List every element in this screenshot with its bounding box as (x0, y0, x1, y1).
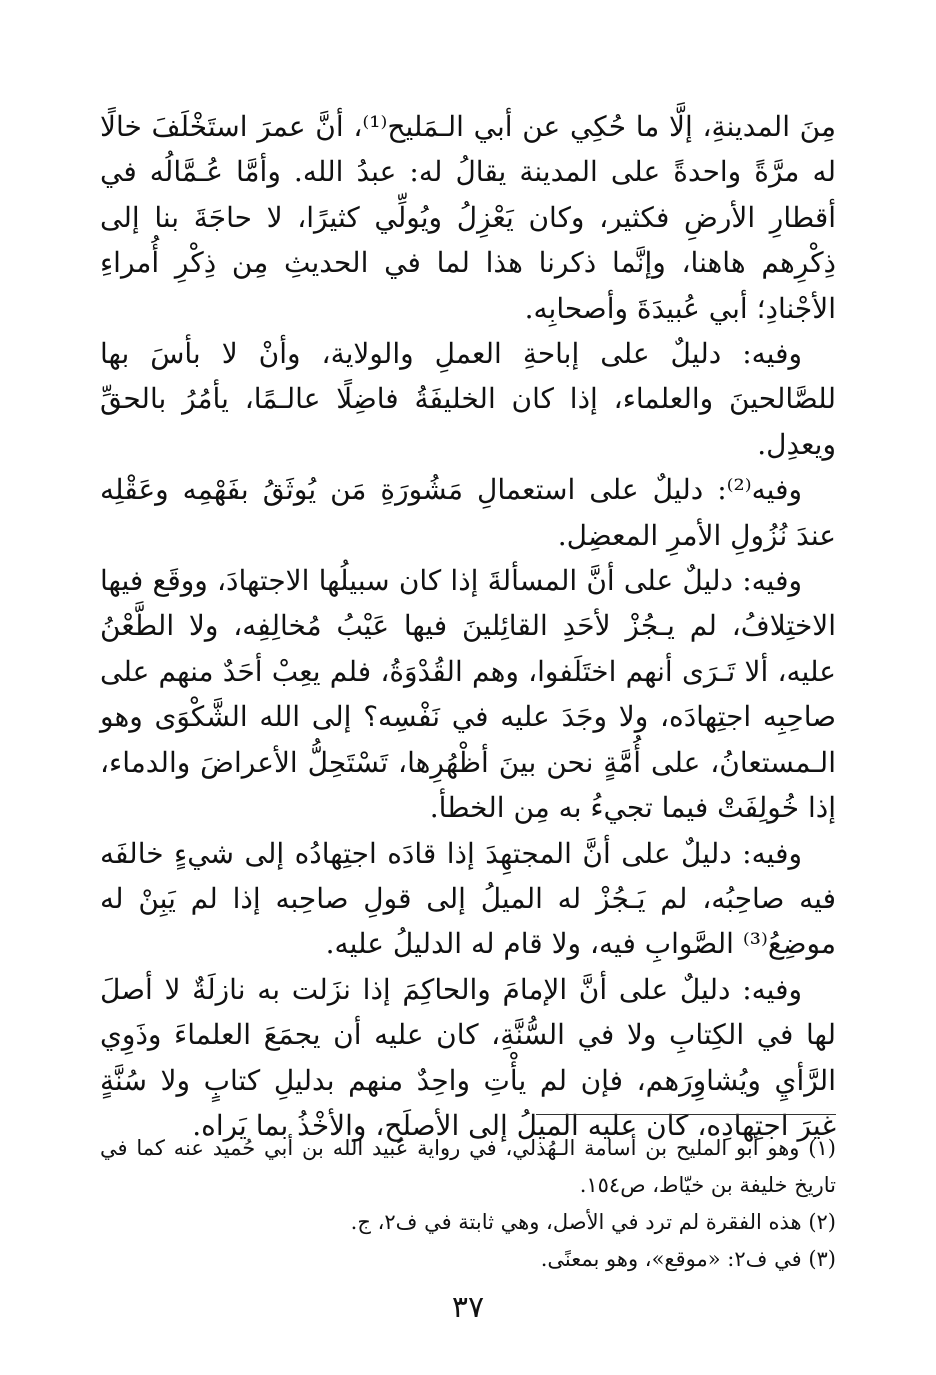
footnote-1 (100, 1130, 836, 1204)
footnote-text: وهو أبو المليح بن أسامة الـهُذلي، في رواية عُبيد الله بن أبي حُميد عنه كما في تاريخ خليفة بن خيّاط، ص١٥٤. (100, 1136, 836, 1197)
footnote-2 (100, 1204, 836, 1241)
footnote-number: (١) (808, 1136, 836, 1160)
main-text (100, 104, 836, 1148)
footnote-number: (٢) (808, 1210, 836, 1234)
footnotes (100, 1130, 836, 1278)
footnote-text: في ف٢: «موقع»، وهو بمعنًى. (540, 1247, 802, 1271)
paragraph-5: وفيه: دليلٌ على أنَّ المجتهِدَ إذا قادَه اجتِهادُه إلى شيءٍ خالفَه فيه صاحِبُه، لم يَـجُزْ له الميلُ إلى قولِ صاحِبه إذا لم يَبِنْ له موضِعُ⁽³⁾ الصَّوابِ فيه، ولا قام له الدليلُ عليه. (100, 836, 836, 961)
footnote-separator (536, 1114, 836, 1115)
footnote-text: هذه الفقرة لم ترد في الأصل، وهي ثابتة في ف٢، ج. (350, 1210, 802, 1234)
paragraph-6: وفيه: دليلٌ على أنَّ الإمامَ والحاكِمَ إذا نزَلت به نازلَةٌ لا أصلَ لها في الكِتابِ ولا في السُّنَّةِ، كان عليه أن يجمَعَ العلماءَ وذَوِي الرَّأيِ ويُشاوِرَهم، فإن لم يأْتِ واحِدٌ منهم بدليلِ كتابٍ ولا سُنَّةٍ غيرَ اجتِهادِه، كان عليه الميلُ إلى الأصلَح، والأخْذُ بما يَراه. (100, 972, 836, 1142)
paragraph-4: وفيه: دليلٌ على أنَّ المسألةَ إذا كان سبيلُها الاجتهادَ، ووقَع فيها الاختِلافُ، لم يـجُزْ لأحَدِ القائِلينَ فيها عَيْبُ مُخالِفِه، ولا الطَّعْنُ عليه، ألا تَـرَى أنهم اختَلَفوا، وهم القُدْوَةُ، فلم يعِبْ أحَدٌ منهم على صاحِبِه اجتِهادَه، ولا وجَدَ عليه في نَفْسِه؟ إلى الله الشَّكْوَى وهو الـمستعانُ، على أُمَّةٍ نحن بينَ أظْهُرِها، تَسْتَحِلُّ الأعراضَ والدماء، إذا خُولِفَتْ فيما تجيءُ به مِن الخطأ. (100, 564, 836, 825)
paragraph-1: مِنَ المدينةِ، إلَّا ما حُكِي عن أبي الـمَليح⁽¹⁾، أنَّ عمرَ استَخْلَفَ خالًا له مرَّةً واحدةً على المدينة يقالُ له: عبدُ الله. وأمَّا عُـمَّالُه في أقطارِ الأرضِ فكثير، وكان يَعْزِلُ ويُولِّي كثيرًا، لا حاجَةَ بنا إلى ذِكْرِهم هاهنا، وإنَّما ذكرنا هذا لما في الحديثِ مِن ذِكْرِ أُمراءِ الأجْنادِ؛ أبي عُبيدَةَ وأصحابِه. (100, 110, 836, 325)
footnote-number: (٣) (808, 1247, 836, 1271)
paragraph-2: وفيه: دليلٌ على إباحةِ العملِ والولاية، وأنْ لا بأسَ بها للصَّالحينَ والعلماء، إذا كان الخليفَةُ فاضِلًا عالـمًا، يأمُرُ بالحقِّ ويعدِل. (100, 337, 836, 461)
page-number: ٣٧ (451, 1290, 485, 1325)
paragraph-3: وفيه⁽²⁾: دليلٌ على استعمالِ مَشُورَةِ مَن يُوثَقُ بفَهْمِه وعَقْلِه عندَ نُزُولِ الأمرِ المعضِل. (100, 473, 836, 552)
footnote-3 (100, 1241, 836, 1278)
